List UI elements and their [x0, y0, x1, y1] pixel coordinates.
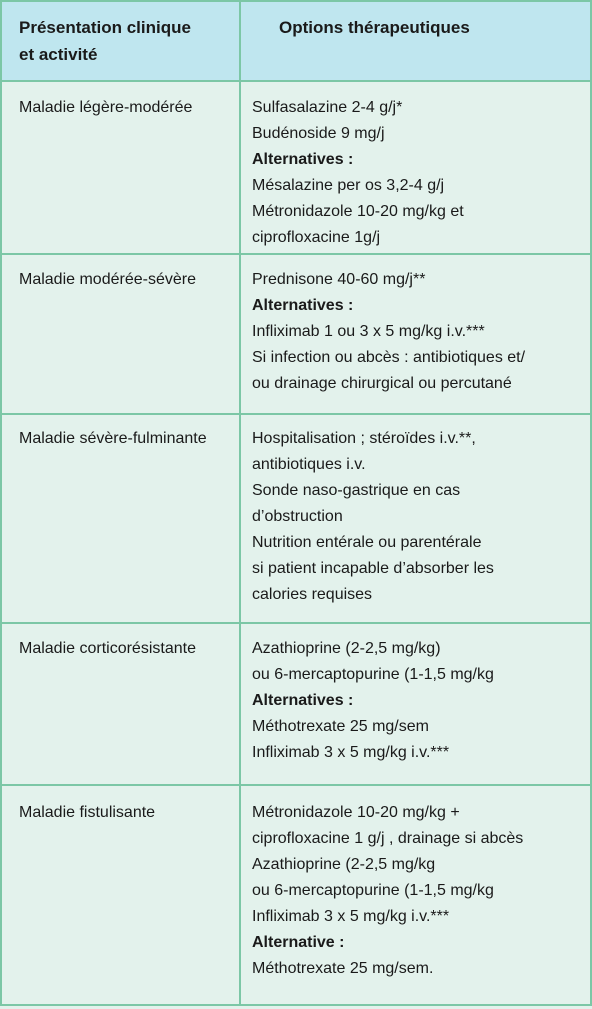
header-presentation	[2, 2, 239, 80]
clinical-presentation-cell: Maladie sévère-fulminante	[19, 430, 207, 447]
option-line: Hospitalisation ; stéroïdes i.v.**,	[252, 430, 476, 447]
option-line: ou 6-mercaptopurine (1-1,5 mg/kg	[252, 666, 494, 683]
option-line: Méthotrexate 25 mg/sem.	[252, 960, 434, 977]
therapeutic-options-cell	[239, 800, 590, 1009]
clinical-presentation-cell: Maladie fistulisante	[19, 804, 156, 821]
option-line: si patient incapable d’absorber les	[252, 560, 494, 577]
table-row	[2, 82, 590, 255]
option-line: Prednisone 40-60 mg/j**	[252, 271, 426, 288]
alternatives-label: Alternative :	[252, 934, 345, 951]
clinical-presentation-cell: Maladie modérée-sévère	[19, 271, 196, 288]
option-line: d’obstruction	[252, 508, 343, 525]
option-line: Infliximab 3 x 5 mg/kg i.v.***	[252, 908, 450, 925]
option-line: ciprofloxacine 1 g/j , drainage si abcès	[252, 830, 524, 847]
option-line: Infliximab 3 x 5 mg/kg i.v.***	[252, 744, 450, 761]
option-line: ou drainage chirurgical ou percutané	[252, 375, 512, 392]
option-line: Azathioprine (2-2,5 mg/kg)	[252, 640, 441, 657]
table-header	[2, 2, 590, 82]
column-divider	[239, 80, 241, 1004]
option-line: Sonde naso-gastrique en cas	[252, 482, 461, 499]
option-line: Métronidazole 10-20 mg/kg +	[252, 804, 460, 821]
option-line: Budénoside 9 mg/j	[252, 125, 385, 142]
option-line: antibiotiques i.v.	[252, 456, 366, 473]
alternatives-label: Alternatives :	[252, 151, 354, 168]
option-line: Infliximab 1 ou 3 x 5 mg/kg i.v.***	[252, 323, 485, 340]
table-row	[2, 255, 590, 415]
option-line: calories requises	[252, 586, 373, 603]
alternatives-label: Alternatives :	[252, 692, 354, 709]
option-line: Méthotrexate 25 mg/sem	[252, 718, 429, 735]
alternatives-label: Alternatives :	[252, 297, 354, 314]
table-row	[2, 624, 590, 786]
header-presentation-line: et activité	[19, 45, 98, 64]
therapeutic-options-cell	[239, 636, 590, 784]
option-line: ou 6-mercaptopurine (1-1,5 mg/kg	[252, 882, 494, 899]
header-options: Options thérapeutiques	[239, 2, 590, 80]
therapeutic-options-cell	[239, 95, 590, 253]
therapeutic-options-cell	[239, 267, 590, 413]
option-line: Si infection ou abcès : antibiotiques et/	[252, 349, 526, 366]
option-line: Azathioprine (2-2,5 mg/kg	[252, 856, 436, 873]
header-presentation-line: Présentation clinique	[19, 18, 191, 37]
clinical-presentation-cell: Maladie légère-modérée	[19, 99, 193, 116]
therapeutic-options-cell	[239, 426, 590, 622]
option-line: Sulfasalazine 2-4 g/j*	[252, 99, 403, 116]
table-body	[2, 82, 590, 1009]
option-line: Nutrition entérale ou parentérale	[252, 534, 482, 551]
option-line: Métronidazole 10-20 mg/kg et	[252, 203, 464, 220]
table-row	[2, 415, 590, 624]
option-line: ciprofloxacine 1g/j	[252, 229, 381, 246]
clinical-presentation-cell: Maladie corticorésistante	[19, 640, 196, 657]
option-line: Mésalazine per os 3,2-4 g/j	[252, 177, 445, 194]
table-row	[2, 786, 590, 1009]
